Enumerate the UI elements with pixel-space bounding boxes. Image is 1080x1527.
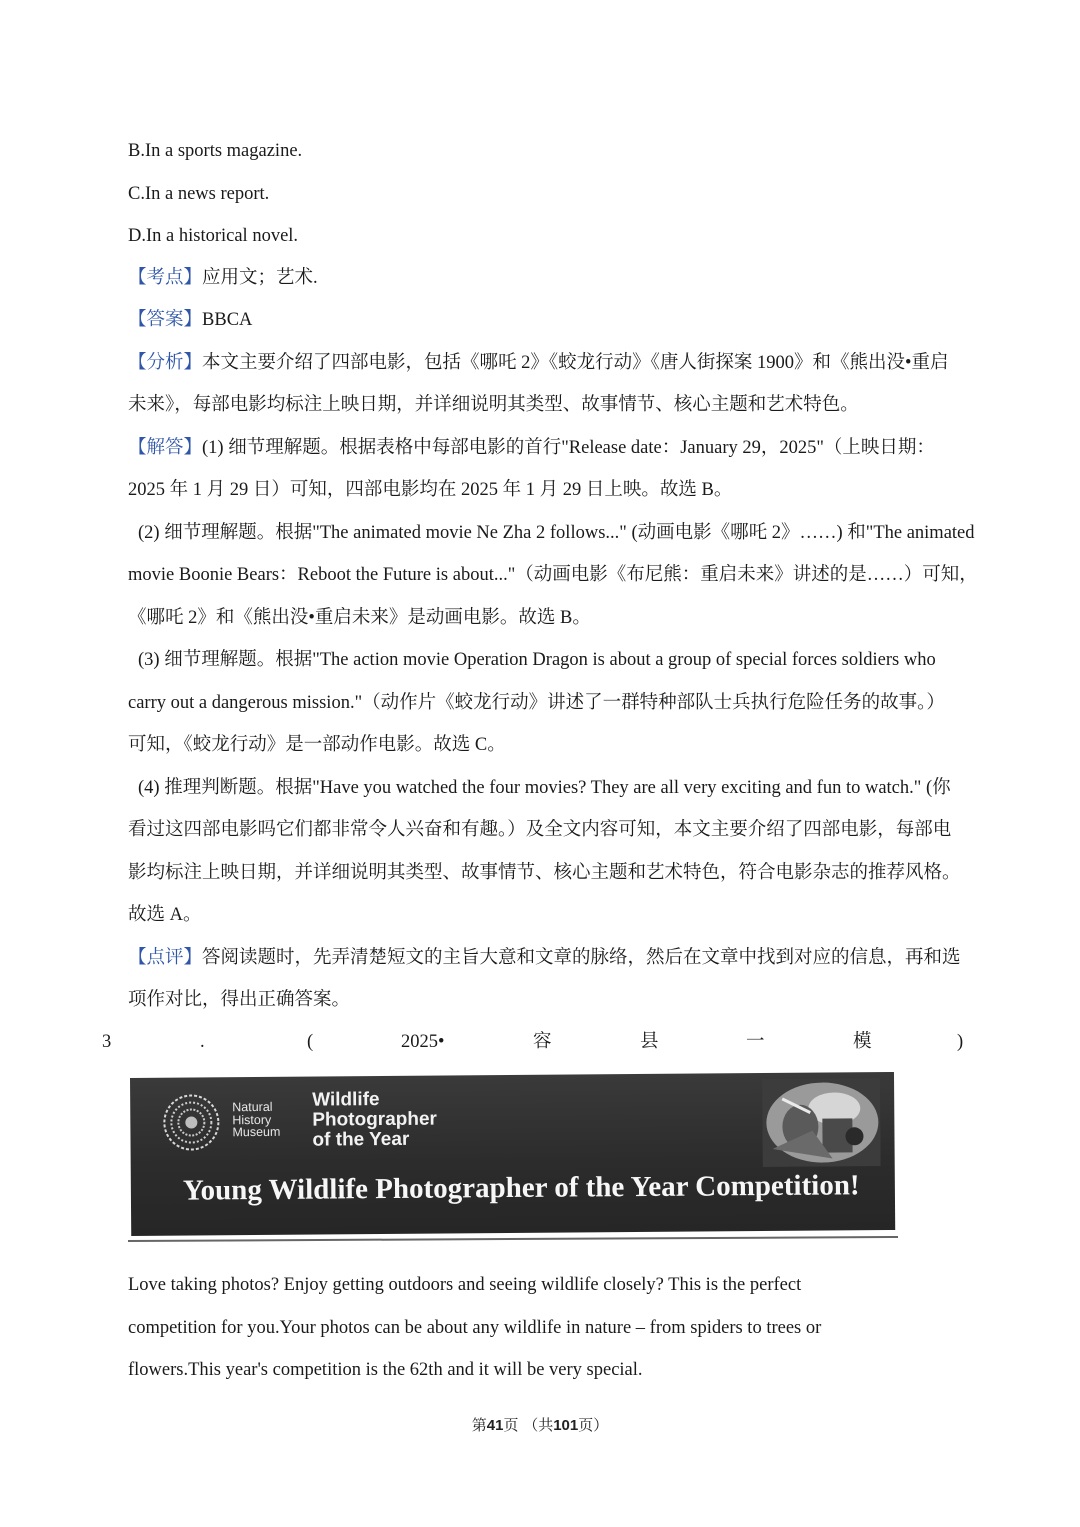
solution-line-12: 故选 A。 bbox=[128, 905, 202, 925]
program-title: Wildlife Photographer of the Year bbox=[312, 1089, 437, 1151]
question-number: 3 bbox=[102, 1032, 112, 1052]
solution-line-1 bbox=[128, 435, 980, 461]
kaodian-tag: 【考点】 bbox=[128, 268, 203, 288]
question-paren-open: ( bbox=[307, 1032, 314, 1052]
comment-text: 答阅读题时，先弄清楚短文的主旨大意和文章的脉络，然后在文章中找到对应的信息，再和选 bbox=[202, 948, 961, 968]
analysis-line-1 bbox=[128, 350, 980, 376]
solution-line-5: 《哪吒 2》和《熊出没•重启未来》是动画电影。故选 B。 bbox=[128, 608, 591, 628]
question-paren-close: ) bbox=[957, 1032, 964, 1052]
solution-line-8: 可知，《蛟龙行动》是一部动作电影。故选 C。 bbox=[128, 735, 506, 755]
passage-line-3: flowers.This year's competition is the 62th and it will be very special. bbox=[128, 1360, 643, 1380]
question-year: 2025• bbox=[401, 1032, 445, 1052]
kaodian-line bbox=[128, 265, 980, 291]
option-b: B.In a sports magazine. bbox=[128, 141, 303, 161]
solution-line-3: (2) 细节理解题。根据"The animated movie Ne Zha 2 follows..." (动画电影《哪吒 2》……) 和"The animated bbox=[138, 523, 975, 543]
solution-tag: 【解答】 bbox=[128, 438, 203, 458]
solution-line-10: 看过这四部电影吗它们都非常令人兴奋和有趣。）及全文内容可知，本文主要介绍了四部电影，每部电 bbox=[128, 820, 952, 840]
analysis-text: 本文主要介绍了四部电影，包括《哪吒 2》《蛟龙行动》《唐人街探案 1900》和《熊出没•重启 bbox=[202, 353, 949, 373]
solution-line-11: 影均标注上映日期，并详细说明其类型、故事情节、核心主题和艺术特色，符合电影杂志的推荐风格。 bbox=[128, 863, 961, 883]
current-page-number: 41 bbox=[486, 1417, 504, 1434]
question-source-4: 模 bbox=[853, 1032, 872, 1052]
passage-line-1: Love taking photos? Enjoy getting outdoors and seeing wildlife closely? This is the perfect bbox=[128, 1275, 802, 1295]
comment-line-2: 项作对比，得出正确答案。 bbox=[128, 990, 351, 1010]
museum-name: Natural History Museum bbox=[232, 1099, 281, 1140]
question-dot: . bbox=[200, 1032, 205, 1052]
comment-line-1 bbox=[128, 945, 980, 971]
analysis-line-2: 未来》，每部电影均标注上映日期，并详细说明其类型、故事情节、核心主题和艺术特色。 bbox=[128, 395, 859, 415]
museum-logo-icon bbox=[160, 1091, 222, 1153]
wildlife-photo-icon bbox=[762, 1078, 881, 1167]
total-page-number: 101 bbox=[553, 1417, 579, 1434]
banner-headline: Young Wildlife Photographer of the Year Competition! bbox=[182, 1169, 860, 1207]
option-c: C.In a news report. bbox=[128, 184, 270, 204]
answer-tag: 【答案】 bbox=[128, 310, 203, 330]
competition-banner bbox=[130, 1072, 895, 1236]
solution-line-4: movie Boonie Bears：Reboot the Future is about..."（动画电影《布尼熊：重启未来》讲述的是……）可知， bbox=[128, 565, 978, 585]
solution-line-2: 2025 年 1 月 29 日）可知，四部电影均在 2025 年 1 月 29 日上映。故选 B。 bbox=[128, 480, 733, 500]
solution-line-7: carry out a dangerous mission."（动作片《蛟龙行动》讲述了一群特种部队士兵执行危险任务的故事。） bbox=[128, 693, 945, 713]
banner-underline bbox=[128, 1236, 898, 1242]
answer-line bbox=[128, 307, 980, 333]
solution-text: (1) 细节理解题。根据表格中每部电影的首行"Release date：January 29，2025"（上映日期： bbox=[202, 438, 935, 458]
kaodian-text: 应用文；艺术. bbox=[202, 268, 318, 288]
page-footer: 第41页 （共101页） bbox=[471, 1416, 609, 1434]
solution-line-9: (4) 推理判断题。根据"Have you watched the four movies? They are all very exciting and fun to watch." (你 bbox=[138, 778, 951, 798]
solution-line-6: (3) 细节理解题。根据"The action movie Operation Dragon is about a group of special forces soldiers who bbox=[138, 650, 936, 670]
comment-tag: 【点评】 bbox=[128, 948, 203, 968]
question-source-3: 一 bbox=[746, 1032, 765, 1052]
analysis-tag: 【分析】 bbox=[128, 353, 203, 373]
question-source-2: 县 bbox=[640, 1032, 659, 1052]
answer-text: BBCA bbox=[202, 310, 253, 330]
question-source-1: 容 bbox=[533, 1032, 552, 1052]
option-d: D.In a historical novel. bbox=[128, 226, 299, 246]
passage-line-2: competition for you.Your photos can be about any wildlife in nature – from spiders to trees or bbox=[128, 1318, 822, 1338]
